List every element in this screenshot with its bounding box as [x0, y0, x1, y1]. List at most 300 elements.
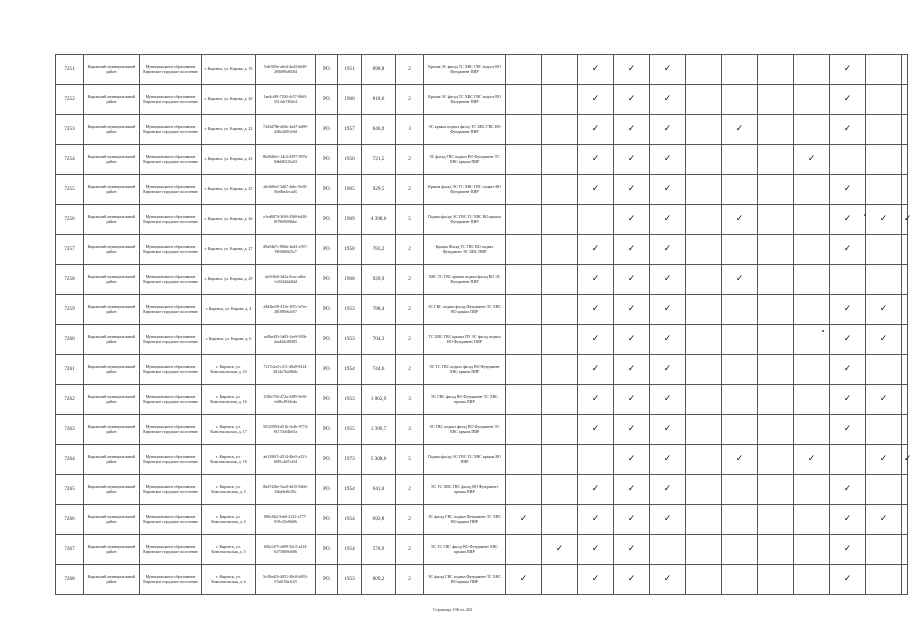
check-cell [578, 475, 614, 505]
year-cell: 1965 [338, 175, 362, 205]
check-cell [686, 445, 722, 475]
checkmark-icon: ✓ [879, 514, 888, 524]
type-cell: PO [316, 85, 338, 115]
check-cell [866, 415, 902, 445]
check-cell [794, 205, 830, 235]
checkmark-icon: ✓ [627, 304, 636, 314]
owner-cell: Муниципальное образование Кировское городское поселение [140, 385, 202, 415]
check-cell [650, 55, 686, 85]
check-cell [830, 235, 866, 265]
check-cell [506, 85, 542, 115]
table-body [56, 55, 912, 595]
type-cell: PO [316, 505, 338, 535]
check-cell [902, 505, 908, 535]
check-cell [830, 175, 866, 205]
address-cell: г. Кировск, ул. Комсомольская, д. 5 [202, 535, 256, 565]
checkmark-icon: ✓ [879, 334, 888, 344]
year-cell: 1957 [338, 115, 362, 145]
check-cell [866, 385, 902, 415]
check-cell [758, 295, 794, 325]
check-cell [722, 145, 758, 175]
check-cell [686, 565, 722, 595]
check-cell [686, 115, 722, 145]
check-cell [614, 115, 650, 145]
year-cell: 1968 [338, 265, 362, 295]
check-cell [542, 445, 578, 475]
check-cell [758, 505, 794, 535]
check-cell [650, 325, 686, 355]
check-cell [506, 355, 542, 385]
area-cell: 744,6 [362, 355, 396, 385]
check-cell [542, 385, 578, 415]
check-cell [866, 205, 902, 235]
guid-cell: 8b47426e-5aa8-4d15-82b6-4fbd4ef6c05c [256, 475, 316, 505]
check-cell [542, 145, 578, 175]
checkmark-icon: ✓ [627, 574, 636, 584]
row-number: 7253 [56, 115, 84, 145]
check-cell [686, 145, 722, 175]
area-cell: 721,5 [362, 145, 396, 175]
checkmark-icon: ✓ [843, 184, 852, 194]
check-cell [866, 175, 902, 205]
checkmark-icon: ✓ [663, 424, 672, 434]
check-cell [506, 115, 542, 145]
check-cell [794, 385, 830, 415]
checkmark-icon: ✓ [663, 334, 672, 344]
check-cell [866, 85, 902, 115]
owner-cell: Муниципальное образование Кировское городское поселение [140, 505, 202, 535]
check-cell [650, 385, 686, 415]
floors-cell: 2 [396, 475, 424, 505]
check-cell [830, 355, 866, 385]
checkmark-icon: ✓ [663, 274, 672, 284]
checkmark-icon: ✓ [879, 394, 888, 404]
table-row [56, 325, 908, 355]
row-number: 7266 [56, 505, 84, 535]
check-cell [758, 385, 794, 415]
document-table [55, 54, 912, 595]
owner-cell: Муниципальное образование Кировское городское поселение [140, 115, 202, 145]
table-row [56, 205, 908, 235]
area-cell: 920,9 [362, 265, 396, 295]
checkmark-icon: ✓ [591, 574, 600, 584]
check-cell [722, 265, 758, 295]
checkmark-icon: ✓ [591, 124, 600, 134]
guid-cell: 169a1475-a909-42c5-a214-63730f69a686 [256, 535, 316, 565]
check-cell [542, 475, 578, 505]
district-cell: Кировский муниципальный район [84, 295, 140, 325]
checkmark-icon: ✓ [555, 544, 564, 554]
check-cell [650, 295, 686, 325]
floors-cell: 3 [396, 415, 424, 445]
owner-cell: Муниципальное образование Кировское городское поселение [140, 415, 202, 445]
check-cell [722, 475, 758, 505]
check-cell [830, 385, 866, 415]
table-row [56, 505, 908, 535]
works-cell: ЭС ГВС фасад ВО Фундамент ТС ХВС крыша ПИР [424, 385, 506, 415]
check-cell [542, 505, 578, 535]
guid-cell: 1ae4c0f8-7204-4c57-9b63-3514dc7402e2 [256, 85, 316, 115]
check-cell [578, 205, 614, 235]
owner-cell: Муниципальное образование Кировское городское поселение [140, 175, 202, 205]
checkmark-icon: ✓ [843, 244, 852, 254]
check-cell [542, 115, 578, 145]
floors-cell: 5 [396, 205, 424, 235]
check-cell [578, 355, 614, 385]
check-cell [722, 505, 758, 535]
check-cell [686, 265, 722, 295]
row-number: 7252 [56, 85, 84, 115]
type-cell: PO [316, 115, 338, 145]
check-cell [866, 475, 902, 505]
check-cell [830, 445, 866, 475]
check-cell [794, 265, 830, 295]
check-cell [794, 535, 830, 565]
check-cell [758, 565, 794, 595]
check-cell [614, 535, 650, 565]
checkmark-icon: ✓ [627, 454, 636, 464]
check-cell [722, 295, 758, 325]
works-cell: ТС ХВС ГВС крыша ПУ ЭС фасад подвал ВО Фундамент ПИР [424, 325, 506, 355]
check-cell [902, 565, 908, 595]
year-cell: 1973 [338, 445, 362, 475]
checkmark-icon: ✓ [627, 364, 636, 374]
check-cell [722, 235, 758, 265]
checkmark-icon: ✓ [627, 274, 636, 284]
check-cell [722, 55, 758, 85]
check-cell [866, 145, 902, 175]
year-cell: 1954 [338, 505, 362, 535]
checkmark-icon: ✓ [843, 364, 852, 374]
checkmark-icon: ✓ [735, 214, 744, 224]
check-cell [902, 85, 908, 115]
check-cell [722, 325, 758, 355]
check-cell [506, 535, 542, 565]
floors-cell: 2 [396, 85, 424, 115]
works-cell: Крыша Фасад ТС ГВС ВО подвал Фундамент ЭС ХВС ПИР [424, 235, 506, 265]
check-cell [650, 85, 686, 115]
district-cell: Кировский муниципальный район [84, 565, 140, 595]
guid-cell: 50125994-d51b-4c4b-9774-81174c64b61a [256, 415, 316, 445]
check-cell [794, 505, 830, 535]
checkmark-icon: ✓ [663, 154, 672, 164]
check-cell [794, 565, 830, 595]
check-cell [722, 385, 758, 415]
checkmark-icon: ✓ [663, 514, 672, 524]
checkmark-icon: ✓ [663, 364, 672, 374]
check-cell [686, 355, 722, 385]
checkmark-icon: ✓ [627, 334, 636, 344]
owner-cell: Муниципальное образование Кировское городское поселение [140, 85, 202, 115]
address-cell: г. Кировск, ул. Кирова, д. 22 [202, 115, 256, 145]
checkmark-icon: ✓ [663, 214, 672, 224]
table-row [56, 475, 908, 505]
scan-artifact [822, 330, 824, 332]
type-cell: PO [316, 535, 338, 565]
type-cell: PO [316, 265, 338, 295]
check-cell [578, 295, 614, 325]
area-cell: 5 308,6 [362, 445, 396, 475]
row-number: 7254 [56, 145, 84, 175]
check-cell [614, 565, 650, 595]
type-cell: PO [316, 565, 338, 595]
works-cell: ЭС ГВС подвал фасад Фундамент ТС ХВС ВО крыша ПИР [424, 295, 506, 325]
works-cell: ЭС ТС ГВС подвал фасад ВО Фундамент ХВС крыша ПИР [424, 355, 506, 385]
district-cell: Кировский муниципальный район [84, 475, 140, 505]
check-cell [686, 205, 722, 235]
owner-cell: Муниципальное образование Кировское городское поселение [140, 475, 202, 505]
check-cell [614, 55, 650, 85]
check-cell [506, 205, 542, 235]
check-cell [578, 415, 614, 445]
check-cell [830, 325, 866, 355]
check-cell [650, 535, 686, 565]
floors-cell: 2 [396, 295, 424, 325]
check-cell [686, 415, 722, 445]
owner-cell: Муниципальное образование Кировское городское поселение [140, 205, 202, 235]
floors-cell: 3 [396, 115, 424, 145]
checkmark-icon: ✓ [663, 64, 672, 74]
check-cell [866, 445, 902, 475]
check-cell [902, 445, 912, 475]
checkmark-icon: ✓ [879, 454, 888, 464]
address-cell: г. Кировск, ул. Комсомольская, д. 18 [202, 445, 256, 475]
guid-cell: 7e4e583e-a6ed-4a43-b049-200089a804f4 [256, 55, 316, 85]
check-cell [650, 355, 686, 385]
type-cell: PO [316, 235, 338, 265]
check-cell [866, 235, 902, 265]
checkmark-icon: ✓ [735, 124, 744, 134]
floors-cell: 2 [396, 265, 424, 295]
check-cell [794, 295, 830, 325]
address-cell: г. Кировск, ул. Кирова, д. 29 [202, 265, 256, 295]
district-cell: Кировский муниципальный район [84, 415, 140, 445]
check-cell [794, 85, 830, 115]
checkmark-icon: ✓ [663, 304, 672, 314]
check-cell [614, 445, 650, 475]
table-row [56, 535, 908, 565]
check-cell [542, 55, 578, 85]
check-cell [578, 85, 614, 115]
area-cell: 929,5 [362, 175, 396, 205]
works-cell: Крыша фасад ЭС ТС ХВС ГВС подвал ВО Фундамент ПИР [424, 175, 506, 205]
check-cell [578, 145, 614, 175]
guid-cell: d9a94b7c-80bb-4ed2-a767-19f00b8f25c7 [256, 235, 316, 265]
year-cell: 1953 [338, 295, 362, 325]
check-cell [686, 295, 722, 325]
checkmark-icon: ✓ [735, 274, 744, 284]
checkmark-icon: ✓ [591, 154, 600, 164]
area-cell: 783,2 [362, 235, 396, 265]
check-cell [506, 295, 542, 325]
check-cell [866, 295, 902, 325]
area-cell: 898,8 [362, 55, 396, 85]
check-cell [506, 415, 542, 445]
check-cell [866, 265, 902, 295]
row-number: 7256 [56, 205, 84, 235]
check-cell [722, 415, 758, 445]
check-cell [686, 55, 722, 85]
owner-cell: Муниципальное образование Кировское городское поселение [140, 355, 202, 385]
year-cell: 1969 [338, 205, 362, 235]
guid-cell: e1ed6874-3f69-4360-bd30-f07869699bbe [256, 205, 316, 235]
guid-cell: 8b49d0e1-14c3-4597-997b-8db6f0325a03 [256, 145, 316, 175]
checkmark-icon: ✓ [807, 154, 816, 164]
floors-cell: 2 [396, 145, 424, 175]
check-cell [650, 145, 686, 175]
check-cell [758, 475, 794, 505]
guid-cell: ac8be492-3a83-4ce9-9f5b-4ea4d2c88305 [256, 325, 316, 355]
district-cell: Кировский муниципальный район [84, 145, 140, 175]
check-cell [758, 145, 794, 175]
district-cell: Кировский муниципальный район [84, 175, 140, 205]
owner-cell: Муниципальное образование Кировское городское поселение [140, 55, 202, 85]
checkmark-icon: ✓ [591, 64, 600, 74]
year-cell: 1953 [338, 385, 362, 415]
type-cell: PO [316, 475, 338, 505]
checkmark-icon: ✓ [807, 454, 816, 464]
check-cell [902, 355, 908, 385]
check-cell [506, 445, 542, 475]
check-cell [614, 85, 650, 115]
row-number: 7251 [56, 55, 84, 85]
check-cell [614, 415, 650, 445]
check-cell [650, 205, 686, 235]
type-cell: PO [316, 415, 338, 445]
check-cell [650, 565, 686, 595]
check-cell [650, 115, 686, 145]
works-cell: ЭС фасад ГВС подвал ВО Фундамент ТС ХВС крыша ПИР [424, 145, 506, 175]
checkmark-icon: ✓ [843, 514, 852, 524]
check-cell [506, 565, 542, 595]
checkmark-icon: ✓ [843, 64, 852, 74]
checkmark-icon: ✓ [627, 544, 636, 554]
check-cell [542, 535, 578, 565]
check-cell [830, 535, 866, 565]
checkmark-icon: ✓ [879, 214, 888, 224]
row-number: 7260 [56, 325, 84, 355]
check-cell [758, 235, 794, 265]
checkmark-icon: ✓ [591, 334, 600, 344]
area-cell: 809,2 [362, 565, 396, 595]
check-cell [794, 115, 830, 145]
check-cell [542, 175, 578, 205]
check-cell [722, 115, 758, 145]
check-cell [722, 445, 758, 475]
district-cell: Кировский муниципальный район [84, 235, 140, 265]
table-row [56, 415, 908, 445]
district-cell: Кировский муниципальный район [84, 85, 140, 115]
check-cell [902, 325, 908, 355]
check-cell [758, 325, 794, 355]
checkmark-icon: ✓ [627, 214, 636, 224]
area-cell: 4 398,6 [362, 205, 396, 235]
check-cell [902, 145, 908, 175]
check-cell [686, 85, 722, 115]
checkmark-icon: ✓ [843, 574, 852, 584]
check-cell [506, 265, 542, 295]
checkmark-icon: ✓ [735, 454, 744, 464]
works-cell: Подвал фасад ЭС ГВС ТС ХВС ВО крыша Фундамент ПИР [424, 205, 506, 235]
year-cell: 1958 [338, 235, 362, 265]
row-number: 7263 [56, 415, 84, 445]
check-cell [758, 415, 794, 445]
check-cell [794, 175, 830, 205]
guid-cell: ab1390f5-4514-46e5-a321-6891c4d7c434 [256, 445, 316, 475]
year-cell: 1953 [338, 325, 362, 355]
checkmark-icon: ✓ [843, 484, 852, 494]
checkmark-icon: ✓ [591, 244, 600, 254]
check-cell [614, 325, 650, 355]
owner-cell: Муниципальное образование Кировское городское поселение [140, 145, 202, 175]
guid-cell: 72d3d78b-dd3e-4a47-bd99-d38e2601fe0d [256, 115, 316, 145]
works-cell: ЭС фасад ГВС подвал Фундамент ТС ХВС ВО крыша ПИР [424, 565, 506, 595]
table-row [56, 175, 908, 205]
works-cell: ЭС фасад ГВС подвал Фундамент ТС ХВС ВО крыша ПИР [424, 505, 506, 535]
year-cell: 1955 [338, 415, 362, 445]
district-cell: Кировский муниципальный район [84, 505, 140, 535]
guid-cell: 886c0b2-5eb6-4125-a777-019c25e8fd06 [256, 505, 316, 535]
check-cell [902, 385, 908, 415]
checkmark-icon: ✓ [591, 94, 600, 104]
district-cell: Кировский муниципальный район [84, 55, 140, 85]
check-cell [650, 475, 686, 505]
type-cell: PO [316, 205, 338, 235]
checkmark-icon: ✓ [663, 394, 672, 404]
table-row [56, 145, 908, 175]
checkmark-icon: ✓ [627, 244, 636, 254]
floors-cell: 2 [396, 235, 424, 265]
checkmark-icon: ✓ [591, 274, 600, 284]
checkmark-icon: ✓ [627, 124, 636, 134]
checkmark-icon: ✓ [519, 574, 528, 584]
page-footer: Страница 106 из 402 [432, 607, 473, 612]
works-cell: ЭС ГВС подвал фасад ВО Фундамент ТС ХВС крыша ПИР [424, 415, 506, 445]
check-cell [650, 505, 686, 535]
check-cell [578, 535, 614, 565]
district-cell: Кировский муниципальный район [84, 385, 140, 415]
row-number: 7257 [56, 235, 84, 265]
year-cell: 1951 [338, 55, 362, 85]
check-cell [614, 295, 650, 325]
check-cell [830, 115, 866, 145]
row-number: 7264 [56, 445, 84, 475]
area-cell: 818,6 [362, 85, 396, 115]
works-cell: ЭС ТС ХВС ГВС фасад ВО Фундамент крыша ПИР [424, 475, 506, 505]
checkmark-icon: ✓ [627, 94, 636, 104]
table-row [56, 115, 908, 145]
check-cell [506, 55, 542, 85]
address-cell: г. Кировск, ул. Комсомольская, д. 6 [202, 565, 256, 595]
year-cell: 1954 [338, 535, 362, 565]
year-cell: 1953 [338, 565, 362, 595]
floors-cell: 2 [396, 505, 424, 535]
district-cell: Кировский муниципальный район [84, 355, 140, 385]
area-cell: 1 399,7 [362, 415, 396, 445]
check-cell [650, 415, 686, 445]
checkmark-icon: ✓ [627, 184, 636, 194]
year-cell: 1954 [338, 475, 362, 505]
check-cell [902, 475, 908, 505]
floors-cell: 2 [396, 55, 424, 85]
check-cell [758, 55, 794, 85]
check-cell [794, 145, 830, 175]
works-cell: Крыша ЭС фасад ТС ХВС ГВС водоот ВО Фундамент ПИР [424, 85, 506, 115]
check-cell [902, 265, 908, 295]
check-cell [866, 325, 902, 355]
area-cell: 1 062,9 [362, 385, 396, 415]
check-cell [902, 295, 908, 325]
